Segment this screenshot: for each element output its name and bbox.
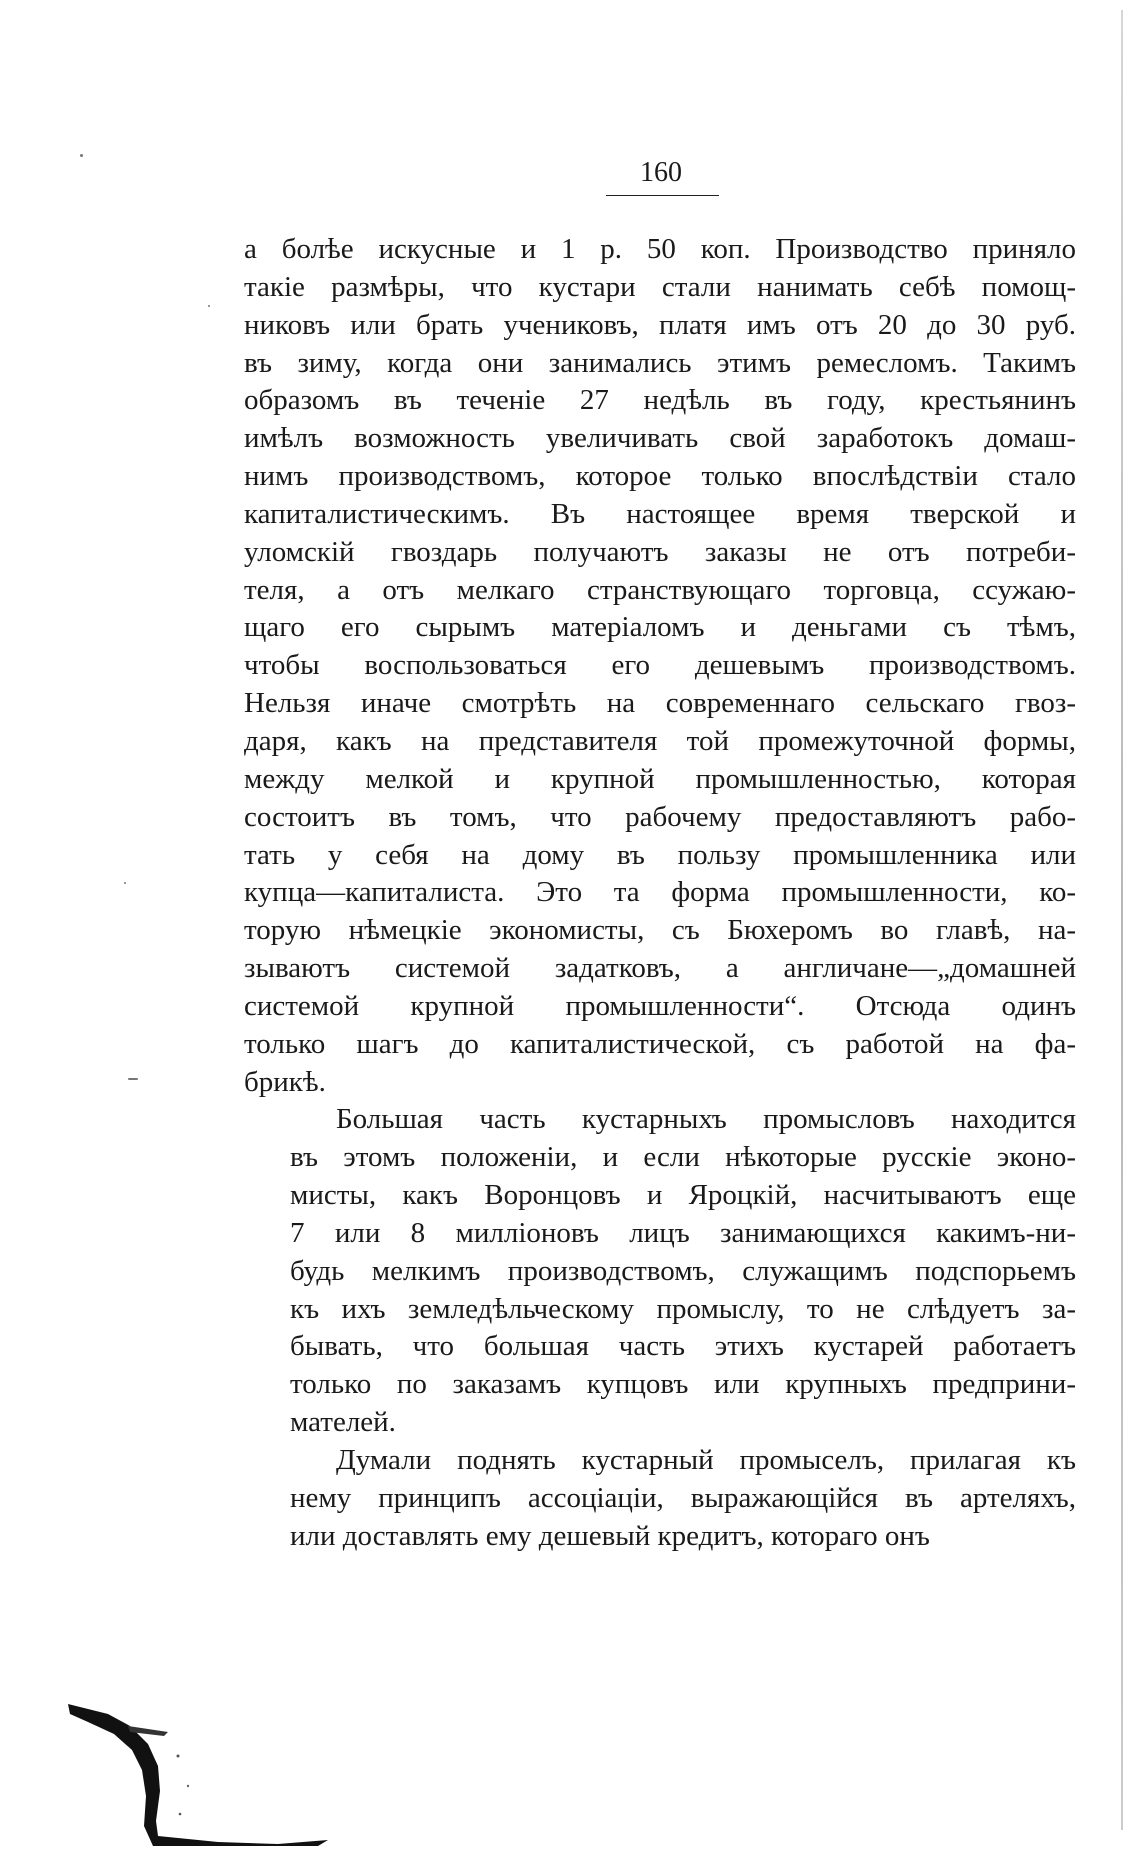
text-line: только по заказамъ купцовъ или крупныхъ предприни- [290, 1368, 1076, 1401]
text-line: имѣлъ возможность увеличивать свой заработокъ домаш- [244, 422, 1076, 455]
text-line: системой крупной промышленности“. Отсюда одинъ [244, 989, 1076, 1022]
text-line: мисты, какъ Воронцовъ и Яроцкій, насчитываютъ еще [290, 1179, 1076, 1212]
text-line: тать у себя на дому въ пользу промышленника или [244, 838, 1076, 871]
text-line: щаго его сырымъ матеріаломъ и деньгами съ тѣмъ, [244, 611, 1076, 644]
text-line: купца—капиталиста. Это та форма промышленности, ко- [244, 876, 1076, 909]
page-number: 160 [640, 157, 682, 188]
text-line: Нельзя иначе смотрѣть на современнаго сельскаго гвоз- [244, 687, 1076, 720]
text-line: къ ихъ земледѣльческому промыслу, то не слѣдуетъ за- [290, 1292, 1076, 1325]
text-line: капиталистическимъ. Въ настоящее время тверской и [244, 497, 1076, 530]
text-line: или доставлять ему дешевый кредитъ, котораго онъ [290, 1519, 930, 1552]
text-line: зываютъ системой задатковъ, а англичане—„домашней [244, 952, 1076, 985]
text-line: въ зиму, когда они занимались этимъ ремесломъ. Такимъ [244, 346, 1076, 379]
text-line: 7 или 8 милліоновъ лицъ занимающихся какимъ-ни- [290, 1216, 1076, 1249]
scan-artifact [68, 1696, 358, 1846]
text-line: состоитъ въ томъ, что рабочему предоставляютъ рабо- [244, 800, 1076, 833]
text-line: только шагъ до капиталистической, съ работой на фа- [244, 1027, 1076, 1060]
text-line: мателей. [290, 1406, 396, 1439]
text-line: нему принципъ ассоціаціи, выражающійся въ артеляхъ, [290, 1481, 1076, 1514]
paragraph [244, 231, 1076, 1101]
text-line: торую нѣмецкіе экономисты, съ Бюхеромъ во главѣ, на- [244, 914, 1076, 947]
text-line: въ этомъ положеніи, и если нѣкоторые русскіе эконо- [290, 1141, 1076, 1174]
text-line: теля, а отъ мелкаго странствующаго торговца, ссужаю- [244, 573, 1076, 606]
text-line: нимъ производствомъ, которое только впослѣдствіи стало [244, 460, 1076, 493]
text-line: между мелкой и крупной промышленностью, которая [244, 762, 1076, 795]
page-number-rule [606, 195, 719, 196]
paragraph [244, 1442, 1076, 1556]
text-line: брикѣ. [244, 1065, 326, 1098]
scan-speck [80, 154, 83, 157]
text-line: такіе размѣры, что кустари стали нанимать себѣ помощ- [244, 270, 1076, 303]
text-line: уломскій гвоздарь получаютъ заказы не отъ потреби- [244, 535, 1076, 568]
text-line: будь мелкимъ производствомъ, служащимъ подспорьемъ [290, 1254, 1076, 1287]
text-line: чтобы воспользоваться его дешевымъ производствомъ. [244, 649, 1076, 682]
paragraph [244, 1101, 1076, 1442]
text-line: бывать, что большая часть этихъ кустарей работаетъ [290, 1330, 1076, 1363]
scan-speck [128, 1078, 138, 1080]
scan-speck [124, 882, 126, 884]
text-line: а болѣе искусные и 1 р. 50 коп. Производство приняло [244, 233, 1076, 265]
text-line: Большая часть кустарныхъ промысловъ находится [336, 1103, 1076, 1136]
text-line: никовъ или брать учениковъ, платя имъ отъ 20 до 30 руб. [244, 308, 1076, 341]
scan-speck [208, 305, 210, 307]
body-text [244, 231, 1076, 1556]
page-edge-shadow [1121, 10, 1123, 1830]
text-line: Думали поднять кустарный промыселъ, прилагая къ [336, 1444, 1076, 1476]
text-line: даря, какъ на представителя той промежуточной формы, [244, 724, 1076, 757]
text-line: образомъ въ теченіе 27 недѣль въ году, крестьянинъ [244, 384, 1076, 417]
